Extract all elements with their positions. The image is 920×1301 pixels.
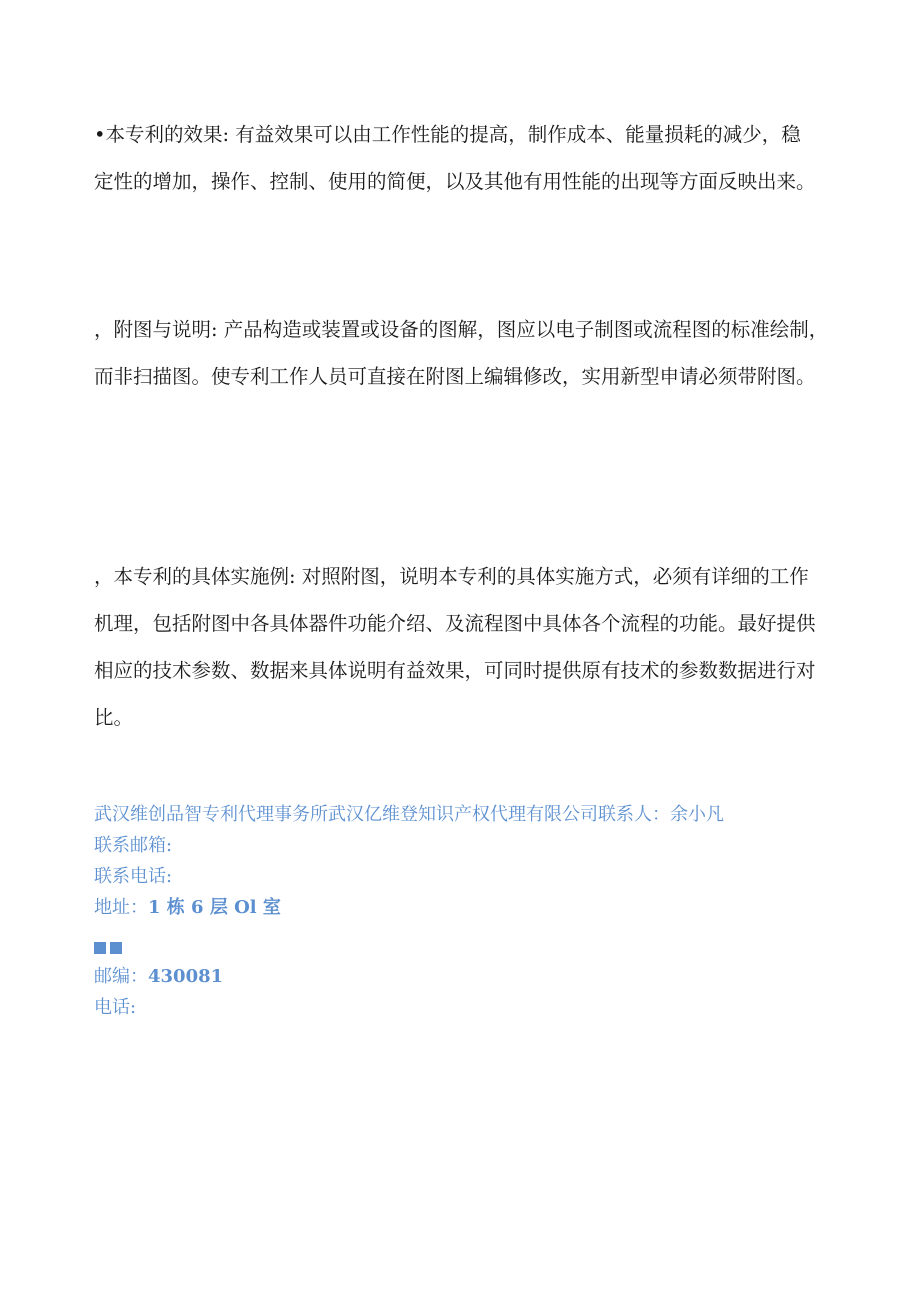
paragraph-embodiment [94,553,846,741]
contact-tel-label: 电话: [94,997,137,1018]
square-icon [94,942,106,954]
paragraph-line: 相应的技术参数、数据来具体说明有益效果，可同时提供原有技术的参数数据进行对 [94,659,816,682]
contact-postcode-label: 邮编： [94,966,148,987]
contact-company-line: 武汉维创品智专利代理事务所武汉亿维登知识产权代理有限公司联系人：余小凡 [94,804,724,825]
contact-address [94,892,724,923]
square-marks [94,935,223,961]
paragraph-patent-effect [94,111,846,205]
paragraph-line: ，本专利的具体实施例: 对照附图，说明本专利的具体实施方式，必须有详细的工作 [94,565,809,588]
contact-block-secondary [94,935,223,1023]
paragraph-line: 定性的增加，操作、控制、使用的简便，以及其他有用性能的出现等方面反映出来。 [94,170,816,193]
paragraph-line: •本专利的效果: 有益效果可以由工作性能的提高，制作成本、能量损耗的减少，稳 [94,123,801,146]
paragraph-line: ，附图与说明: 产品构造或装置或设备的图解，图应以电子制图或流程图的标准绘制， [94,318,829,341]
paragraph-line: 而非扫描图。使专利工作人员可直接在附图上编辑修改，实用新型申请必须带附图。 [94,365,816,388]
contact-postcode-value: 430081 [148,966,224,987]
paragraph-figures-description [94,306,846,400]
contact-phone-label: 联系电话: [94,866,173,887]
paragraph-line: 比。 [94,706,134,729]
square-icon [110,942,122,954]
paragraph-line: 机理，包括附图中各具体器件功能介绍、及流程图中具体各个流程的功能。最好提供 [94,612,816,635]
contact-address-value: 1 栋 6 层 Ol 室 [148,897,281,918]
contact-block [94,799,724,923]
contact-email-label: 联系邮箱: [94,835,173,856]
contact-postcode [94,961,223,992]
contact-address-label: 地址： [94,897,148,918]
